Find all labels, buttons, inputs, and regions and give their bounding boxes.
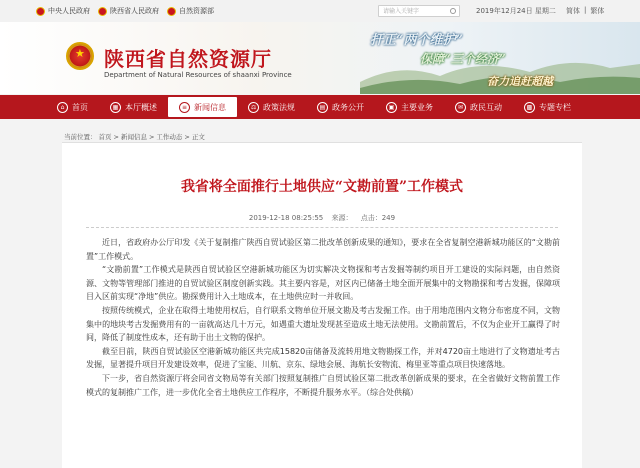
chat-icon: ✉ xyxy=(455,102,466,113)
slogan-3: 奋力追赶超越 xyxy=(487,75,553,88)
nav-item-news[interactable]: ≡ 新闻信息 xyxy=(168,97,237,117)
breadcrumb-separator: > xyxy=(184,132,190,141)
nav-item-policy[interactable]: ⚖ 政策法规 xyxy=(237,95,306,119)
article-paragraph: 按照传统模式，企业在取得土地使用权后，自行联系文物单位开展文勘及考古发掘工作。由于用地范围内文物分布密度不同，文物集中的地块考古发掘费用有的一亩就高达几十万元，如遇重大遗址发现甚至造成土地无法使用。文勘前置后，不仅为企业开工赢得了时间，降低了制度性成本，还有助于出土文物的保护。 xyxy=(86,305,560,343)
search-icon[interactable] xyxy=(450,8,456,14)
language-switch xyxy=(566,6,604,16)
top-link-shaanxi-gov[interactable]: 陕西省人民政府 xyxy=(98,6,159,16)
site-subtitle: Department of Natural Resources of shaanxi Province xyxy=(104,71,292,79)
current-date: 2019年12月24日 星期二 xyxy=(476,7,556,15)
article-body xyxy=(86,236,560,399)
nav-item-business[interactable]: ▣ 主要业务 xyxy=(375,95,444,119)
nav-item-topics[interactable]: ▩ 专题专栏 xyxy=(513,95,582,119)
article-paragraph: 近日，省政府办公厅印发《关于复制推广陕西自贸试验区第二批改革创新成果的通知》，要求在全省复制空港新城功能区的“文勘前置”工作模式。 xyxy=(86,238,560,261)
breadcrumb-current: 正文 xyxy=(191,133,205,141)
top-utility-bar xyxy=(0,0,640,23)
home-icon: ⌂ xyxy=(57,102,68,113)
main-nav xyxy=(0,95,640,119)
meta-divider xyxy=(86,227,558,228)
slogan-1: 扞正“两个维护” xyxy=(370,33,463,48)
breadcrumb-home[interactable]: 首页 xyxy=(98,133,112,141)
article-paragraph: 截至目前，陕西自贸试验区空港新城功能区共完成15820亩储备及流转用地文物勘探工作，并对4720亩土地进行了文物遗址考古发掘，显著提升项目开发建设效率，促进了宝能、川航、京东、绿地会展、海航长安物流、梅里亚等重点项目快速落地。 xyxy=(86,346,560,370)
national-emblem-icon xyxy=(167,7,176,16)
news-icon: ≡ xyxy=(179,102,190,113)
nav-item-interaction[interactable]: ✉ 政民互动 xyxy=(444,95,513,119)
article-hits: 点击：249 xyxy=(360,214,396,222)
article-date: 2019-12-18 08:25:55 xyxy=(248,214,324,222)
building-icon: ▦ xyxy=(110,102,121,113)
article-title: 我省将全面推行土地供应“文勘前置”工作模式 xyxy=(180,179,464,195)
article-meta xyxy=(62,213,582,223)
article-paragraph: 下一步，省自然资源厅将会同省文物局等有关部门按照复制推广自贸试验区第二批改革创新成果的要求，在全省做好文物前置工作模式的复制推广工作，进一步优化全省土地供应工作程序，不断提升服务水平。（综合处供稿） xyxy=(86,373,560,397)
nav-item-public-affairs[interactable]: ▤ 政务公开 xyxy=(306,95,375,119)
article-source-label: 来源： xyxy=(331,214,353,222)
grid-icon: ▩ xyxy=(524,102,535,113)
breadcrumb-work-news[interactable]: 工作动态 xyxy=(156,133,183,141)
top-link-mnr[interactable]: 自然资源部 xyxy=(167,6,214,16)
gavel-icon: ⚖ xyxy=(248,102,259,113)
lang-traditional-link[interactable]: 繁体 xyxy=(590,7,605,15)
breadcrumb-separator: > xyxy=(148,132,155,141)
article-panel xyxy=(62,142,582,468)
lang-separator: | xyxy=(584,6,587,14)
search-input[interactable]: 请输入关键字 xyxy=(378,5,460,17)
lang-simplified-link[interactable]: 简体 xyxy=(566,7,580,15)
national-emblem-logo[interactable] xyxy=(66,42,94,70)
breadcrumb-prefix: 当前位置： xyxy=(64,133,97,141)
document-icon: ▤ xyxy=(317,102,328,113)
briefcase-icon: ▣ xyxy=(386,102,397,113)
nav-item-home[interactable]: ⌂ 首页 xyxy=(46,95,99,119)
site-banner xyxy=(0,22,640,94)
site-title[interactable]: 陕西省自然资源厅 xyxy=(104,47,272,71)
top-link-central-gov[interactable]: 中央人民政府 xyxy=(36,6,90,16)
slogan-2: 保障“三个经济” xyxy=(420,52,506,66)
breadcrumb-separator: > xyxy=(113,132,119,141)
top-links xyxy=(36,6,214,16)
article-paragraph: “文勘前置”工作模式是陕西自贸试验区空港新城功能区为切实解决文物探和考古发掘等制约项目开工建设的实际问题，由自然资源、文物等管理部门推进的自贸试验区制度创新实践。其主要内容是，对区内已储备土地全面开展集中的文物勘探和考古发掘，保障项目入区前实现“净地”供应。勘探费用计入土地成本，在土地供应时一并收回。 xyxy=(86,265,560,302)
national-emblem-icon xyxy=(36,7,45,16)
nav-item-overview[interactable]: ▦ 本厅概述 xyxy=(99,95,168,119)
breadcrumb-news[interactable]: 新闻信息 xyxy=(120,133,147,141)
national-emblem-icon xyxy=(98,7,107,16)
breadcrumb xyxy=(64,132,205,141)
